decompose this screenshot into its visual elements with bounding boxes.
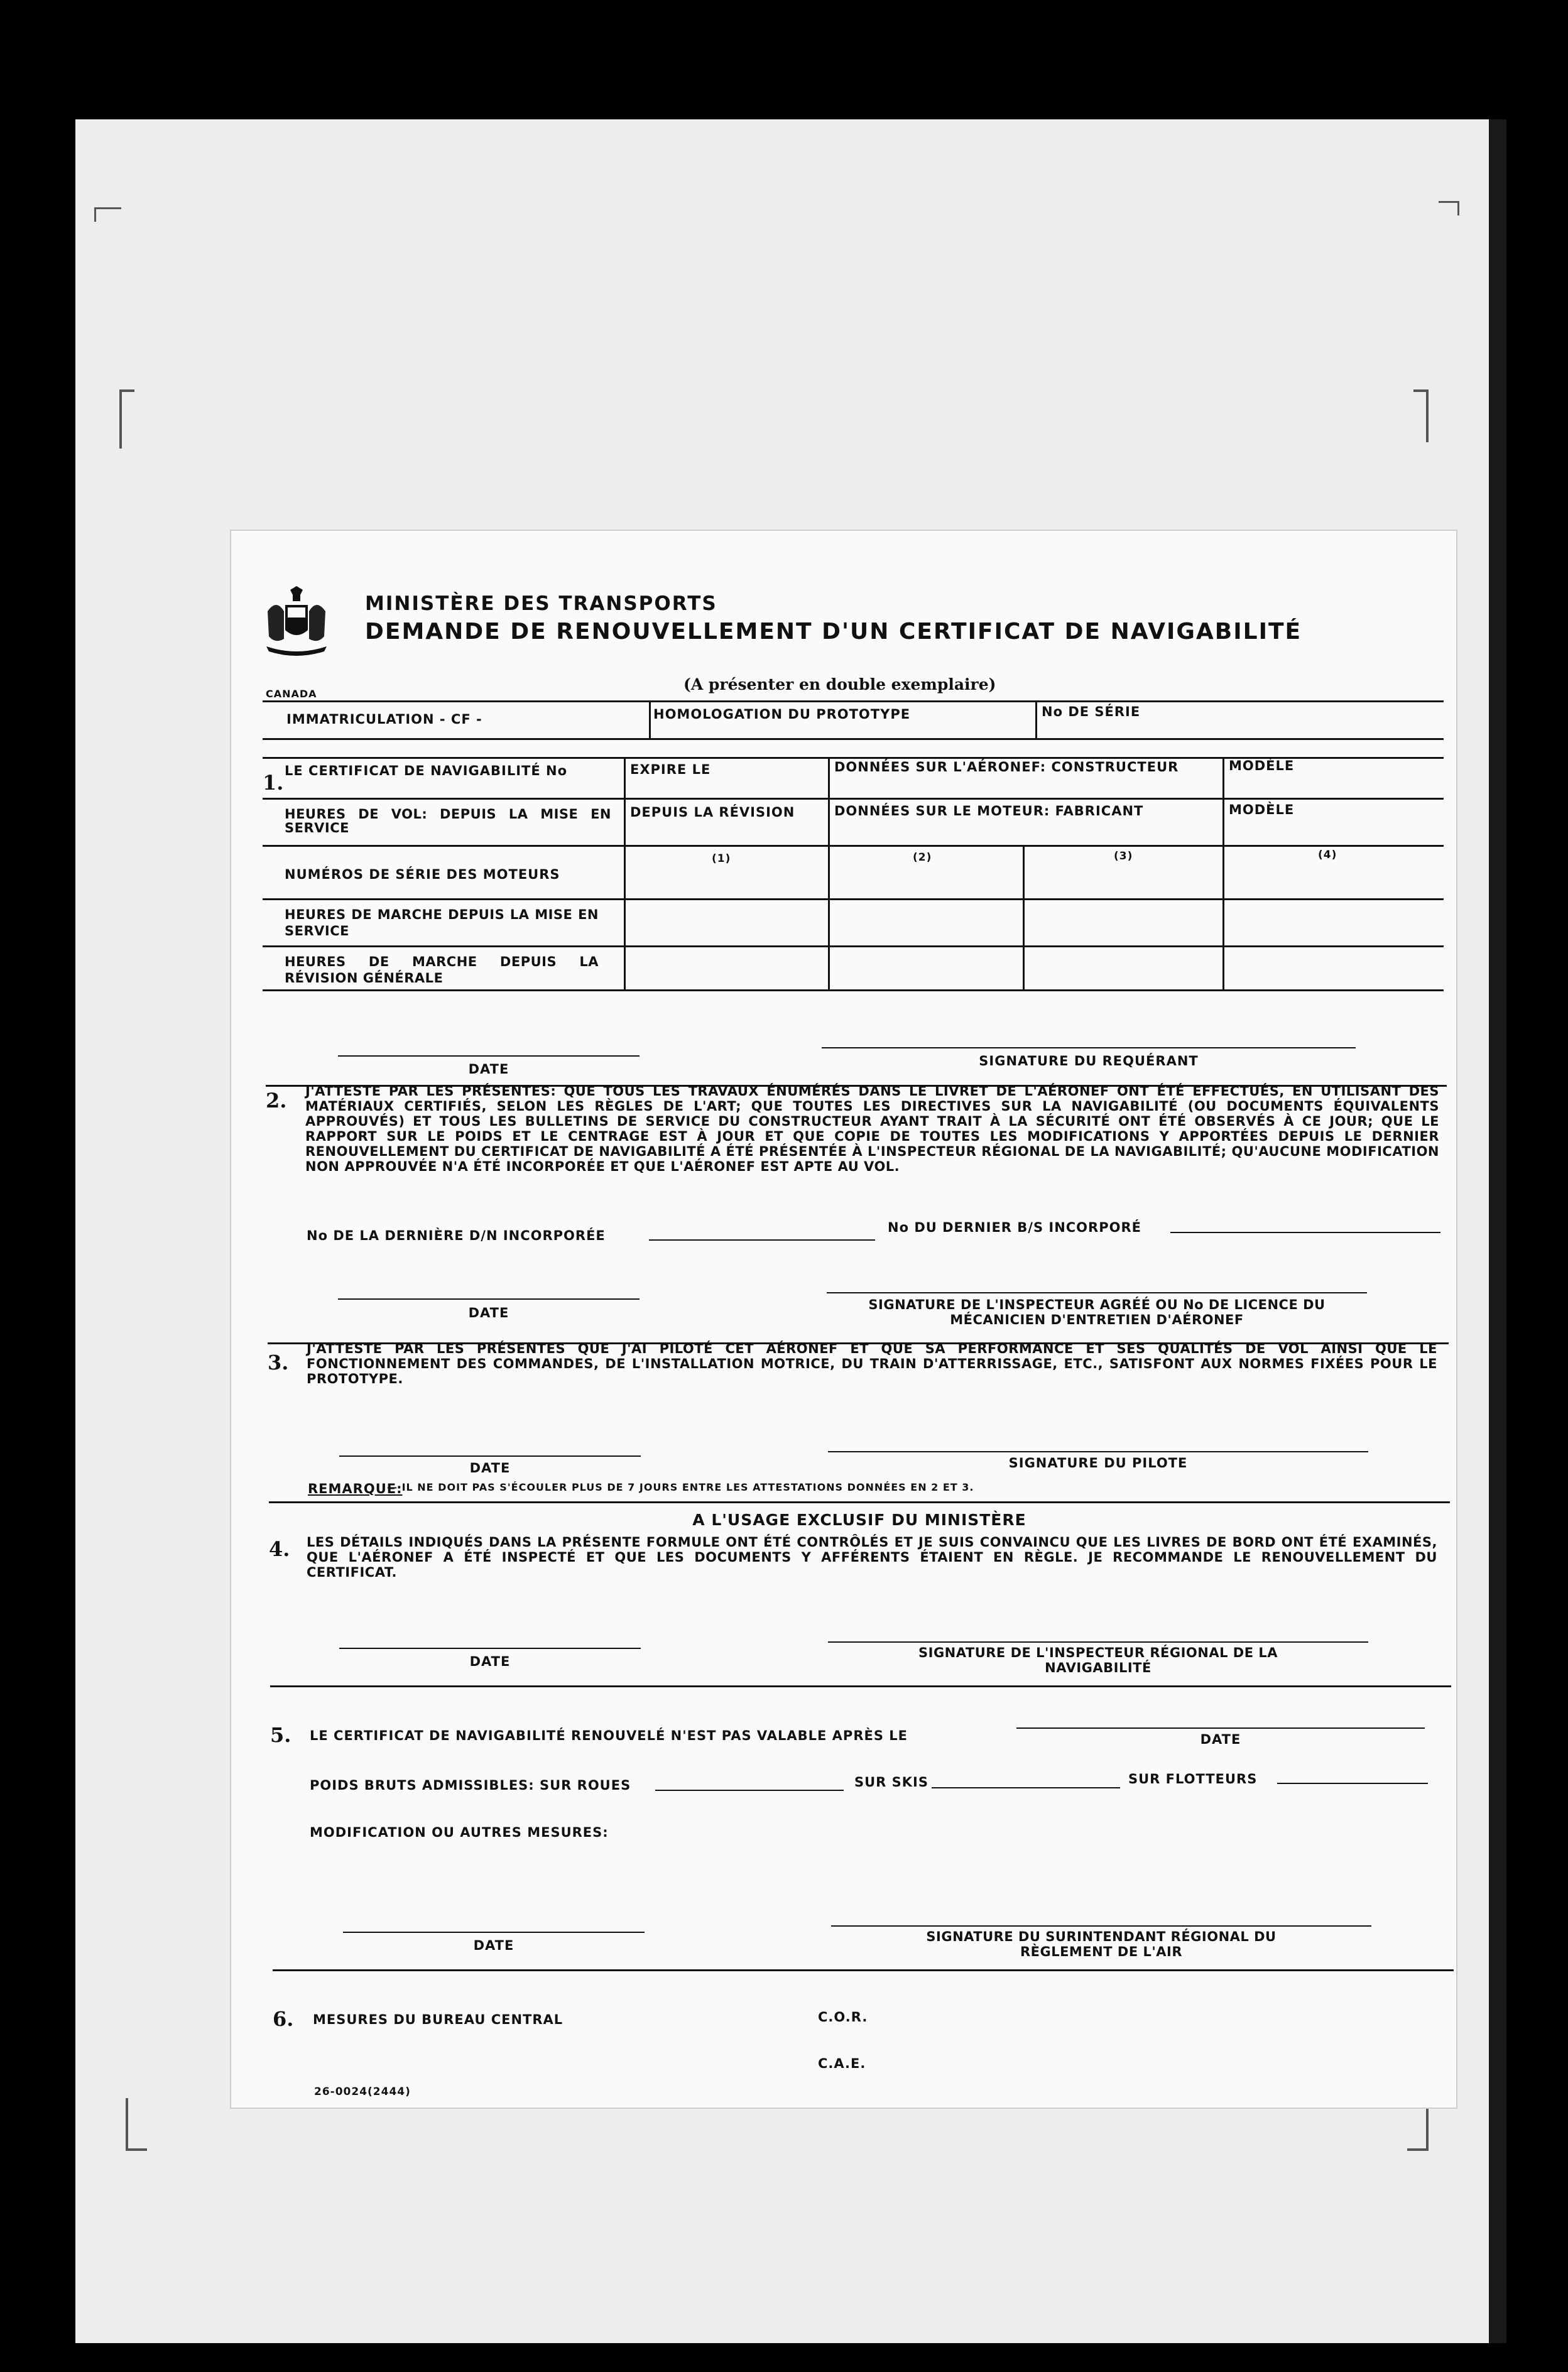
country-label: CANADA <box>266 688 317 700</box>
last-dn-line <box>649 1239 875 1241</box>
date-line <box>343 1932 645 1933</box>
rule <box>828 757 830 845</box>
regional-inspector-signature-label: SIGNATURE DE L'INSPECTEUR RÉGIONAL DE LA NAVIGABILITÉ <box>918 1645 1278 1675</box>
section-1-number: 1. <box>263 771 284 795</box>
crop-mark <box>119 389 134 449</box>
section-4-date-label: DATE <box>469 1654 511 1669</box>
aircraft-maker-label: DONNÉES SUR L'AÉRONEF: CONSTRUCTEUR <box>834 759 1179 775</box>
date-line <box>339 1648 641 1649</box>
expires-label: EXPIRE LE <box>630 762 711 777</box>
rule <box>1023 845 1025 989</box>
crop-mark <box>1413 389 1429 442</box>
central-office-label: MESURES DU BUREAU CENTRAL <box>313 2012 564 2027</box>
section-3-number: 3. <box>268 1351 289 1374</box>
valid-until-label: LE CERTIFICAT DE NAVIGABILITÉ RENOUVELÉ N'EST PAS VALABLE APRÈS LE <box>310 1728 908 1743</box>
airworthiness-renewal-form <box>231 531 1456 2108</box>
valid-until-line <box>1016 1727 1425 1729</box>
modification-label: MODIFICATION OU AUTRES MESURES: <box>310 1825 609 1840</box>
rule <box>273 1969 1454 1971</box>
rule <box>263 945 1444 947</box>
rule <box>263 700 1444 702</box>
rule <box>270 1685 1451 1687</box>
signature-line <box>831 1925 1371 1927</box>
signature-line <box>827 1292 1367 1293</box>
section-2-number: 2. <box>266 1089 287 1113</box>
run-hours-overhaul-label: HEURES DE MARCHE DEPUIS LA RÉVISION GÉNÉRALE <box>285 954 599 986</box>
section-4-text: LES DÉTAILS INDIQUÉS DANS LA PRÉSENTE FORMULE ONT ÉTÉ CONTRÔLÉS ET JE SUIS CONVAINCU QUE LES LIVRES DE BORD ONT ÉTÉ EXAMINÉS, QUE L'AÉRONEF A ÉTÉ INSPECTÉ ET QUE LES DOCUMENTS Y AFFÉRENTS ÉTAIENT EN RÈGLE. JE RECOMMANDE LE RENOUVELLEMENT DU CERTIFICAT. <box>307 1535 1437 1580</box>
weights-wheels-line <box>655 1790 844 1791</box>
weights-skis-line <box>932 1787 1120 1788</box>
rule <box>649 700 651 738</box>
rule <box>624 757 626 845</box>
column-2-header: (2) <box>913 851 932 864</box>
date-line <box>338 1055 640 1057</box>
weights-floats-line <box>1277 1783 1428 1784</box>
ministry-title: MINISTÈRE DES TRANSPORTS <box>365 592 717 615</box>
section-3-date-label: DATE <box>469 1461 511 1476</box>
column-4-header: (4) <box>1318 849 1337 861</box>
section-2-date-label: DATE <box>468 1305 509 1320</box>
column-3-header: (3) <box>1114 850 1133 862</box>
rule <box>263 798 1444 800</box>
form-subtitle: (A présenter en double exemplaire) <box>683 675 996 694</box>
section-3-attestation: J'ATTESTE PAR LES PRÉSENTES QUE J'AI PILOTÉ CET AÉRONEF ET QUE SA PERFORMANCE ET SES QUALITÉS DE VOL AINSI QUE LE FONCTIONNEMENT DES COMMANDES, DE L'INSTALLATION MOTRICE, DU TRAIN D'ATTERRISSAGE, ETC., SATISFONT AUX NORMES FIXÉES POUR LE PROTOTYPE. <box>307 1341 1437 1386</box>
section-5-number: 5. <box>270 1723 291 1747</box>
floats-label: SUR FLOTTEURS <box>1128 1771 1258 1787</box>
cor-label: C.O.R. <box>818 2010 868 2025</box>
section-1-date-label: DATE <box>468 1062 509 1077</box>
rule <box>624 845 626 989</box>
inspector-signature-label: SIGNATURE DE L'INSPECTEUR AGRÉÉ OU No DE LICENCE DU MÉCANICIEN D'ENTRETIEN D'AÉRONEF <box>868 1297 1326 1327</box>
last-bs-label: No DU DERNIER B/S INCORPORÉ <box>888 1220 1141 1235</box>
form-title: DEMANDE DE RENOUVELLEMENT D'UN CERTIFICAT DE NAVIGABILITÉ <box>365 619 1302 645</box>
model-label: MODÈLE <box>1229 758 1295 773</box>
last-dn-label: No DE LA DERNIÈRE D/N INCORPORÉE <box>307 1228 606 1243</box>
engine-serials-label: NUMÉROS DE SÉRIE DES MOTEURS <box>285 867 560 882</box>
requester-signature-label: SIGNATURE DU REQUÉRANT <box>979 1053 1199 1069</box>
cae-label: C.A.E. <box>818 2056 866 2071</box>
valid-until-date-label: DATE <box>1200 1732 1241 1747</box>
rule <box>1035 700 1037 738</box>
crop-mark <box>1439 201 1459 215</box>
model-label: MODÈLE <box>1229 802 1295 817</box>
registration-label: IMMATRICULATION - CF - <box>286 712 482 727</box>
weights-label: POIDS BRUTS ADMISSIBLES: SUR ROUES <box>310 1778 631 1793</box>
column-1-header: (1) <box>712 852 731 865</box>
section-6-number: 6. <box>273 2007 294 2031</box>
pilot-signature-label: SIGNATURE DU PILOTE <box>1008 1455 1188 1471</box>
rule <box>269 1501 1450 1503</box>
crop-mark <box>94 207 121 222</box>
rule <box>263 845 1444 847</box>
run-hours-service-label: HEURES DE MARCHE DEPUIS LA MISE EN SERVICE <box>285 907 599 938</box>
rule <box>1222 757 1224 845</box>
signature-line <box>828 1641 1368 1643</box>
section-2-attestation: J'ATTESTE PAR LES PRÉSENTES: QUE TOUS LES TRAVAUX ÉNUMÉRÉS DANS LE LIVRET DE L'AÉRONEF ONT ÉTÉ EFFECTUÉS, EN UTILISANT DES MATÉRIAUX CERTIFIÉS, SELON LES RÈGLES DE L'ART; QUE TOUTES LES DIRECTIVES SUR LA NAVIGABILITÉ (OU DOCUMENTS ÉQUIVALENTS APPROUVÉS) ET TOUS LES BULLETINS DE SERVICE DU CONSTRUCTEUR AYANT TRAIT À LA SÉCURITÉ ONT ÉTÉ OBSERVÉS À CE JOUR; QUE LE RAPPORT SUR LE POIDS ET LE CENTRAGE EST À JOUR ET QUE COPIE DE TOUTES LES MODIFICATIONS Y APPORTÉES DEPUIS LE DERNIER RENOUVELLEMENT DU CERTIFICAT DE NAVIGABILITÉ A ÉTÉ PRÉSENTÉE À L'INSPECTEUR RÉGIONAL DE LA NAVIGABILITÉ; QU'AUCUNE MODIFICATION NON APPROUVÉE N'A ÉTÉ INCORPORÉE ET QUE L'AÉRONEF EST APTE AU VOL. <box>305 1084 1439 1174</box>
rule <box>1222 845 1224 989</box>
coat-of-arms-icon <box>261 586 332 661</box>
section-5-date-label: DATE <box>473 1938 514 1953</box>
ministry-use-heading: A L'USAGE EXCLUSIF DU MINISTÈRE <box>692 1511 1026 1529</box>
signature-line <box>828 1451 1368 1452</box>
superintendent-signature-label: SIGNATURE DU SURINTENDANT RÉGIONAL DU RÈGLEMENT DE L'AIR <box>926 1929 1277 1959</box>
rule <box>263 738 1444 740</box>
since-revision-label: DEPUIS LA RÉVISION <box>630 805 795 820</box>
cert-number-label: LE CERTIFICAT DE NAVIGABILITÉ No <box>285 763 568 778</box>
date-line <box>339 1455 641 1457</box>
crop-mark <box>126 2098 147 2151</box>
skis-label: SUR SKIS <box>854 1775 928 1790</box>
section-4-number: 4. <box>269 1537 290 1561</box>
rule <box>263 898 1444 900</box>
form-number: 26-0024(2444) <box>314 2086 411 2098</box>
last-bs-line <box>1170 1232 1440 1233</box>
engine-maker-label: DONNÉES SUR LE MOTEUR: FABRICANT <box>834 803 1144 819</box>
rule <box>828 845 830 989</box>
flight-hours-label: HEURES DE VOL: DEPUIS LA MISE EN SERVICE <box>285 807 611 835</box>
remark-text: — IL NE DOIT PAS S'ÉCOULER PLUS DE 7 JOURS ENTRE LES ATTESTATIONS DONNÉES EN 2 ET 3. <box>387 1481 974 1493</box>
date-line <box>338 1298 640 1300</box>
rule <box>263 989 1444 991</box>
prototype-label: HOMOLOGATION DU PROTOTYPE <box>653 707 911 722</box>
serial-number-label: No DE SÉRIE <box>1042 704 1141 719</box>
remark-label: REMARQUE: <box>308 1481 403 1496</box>
signature-line <box>822 1047 1356 1048</box>
